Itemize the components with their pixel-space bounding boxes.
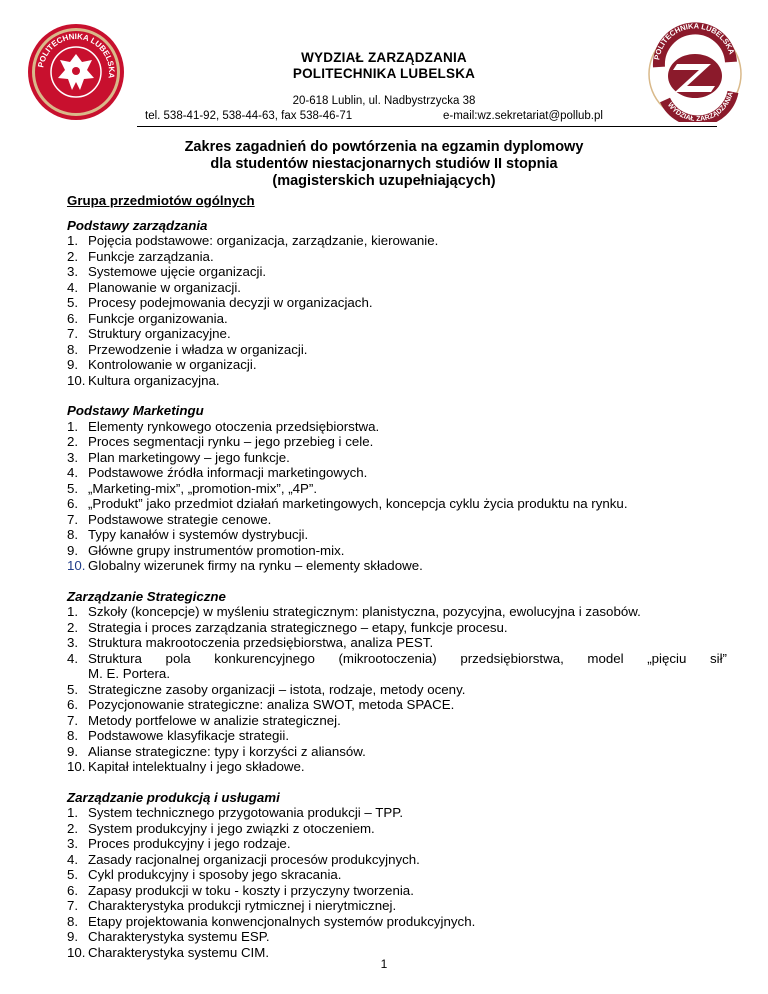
section	[67, 218, 727, 389]
item-number: 9.	[67, 542, 79, 558]
list-item	[67, 280, 727, 296]
section	[67, 403, 727, 574]
item-number: 1.	[67, 805, 79, 820]
item-number: 5.	[67, 295, 79, 310]
item-text: Strategiczne zasoby organizacji – istota, rodzaje, metody oceny.	[88, 681, 466, 697]
list-item	[67, 419, 727, 435]
item-number: 3.	[67, 449, 79, 465]
document-title-line-1: Zakres zagadnień do powtórzenia na egzamin dyplomowy	[184, 139, 584, 155]
item-number: 3.	[67, 264, 79, 279]
section-title: Podstawy Marketingu	[67, 403, 204, 418]
item-number: 4.	[67, 650, 79, 666]
item-text: System produkcyjny i jego związki z otoczeniem.	[88, 820, 375, 836]
list-item	[67, 512, 727, 528]
topic-list	[67, 604, 727, 775]
item-text: Zasady racjonalnej organizacji procesów produkcyjnych.	[88, 851, 420, 867]
item-number: 7.	[67, 898, 79, 913]
item-text: Podstawowe klasyfikacje strategii.	[88, 728, 290, 743]
list-item	[67, 543, 727, 559]
item-text: Cykl produkcyjny i sposoby jego skracania.	[88, 867, 342, 882]
item-number: 10.	[67, 759, 86, 774]
item-number: 4.	[67, 851, 79, 867]
list-item	[67, 883, 727, 899]
list-item	[67, 651, 727, 682]
item-number: 8.	[67, 527, 79, 542]
item-text: „Produkt” jako przedmiot działań marketingowych, koncepcja cyklu życia produktu na rynku.	[88, 496, 628, 511]
svg-text:POLITECHNIKA LUBELSKA: POLITECHNIKA LUBELSKA	[652, 22, 737, 61]
item-number: 10.	[67, 372, 86, 388]
list-item	[67, 311, 727, 327]
email-address[interactable]: e-mail:wz.sekretariat@pollub.pl	[443, 110, 603, 122]
item-text: Charakterystyka systemu CIM.	[88, 944, 270, 960]
item-text: Proces produkcyjny i jego rodzaje.	[88, 836, 291, 851]
list-item	[67, 821, 727, 837]
item-text: Plan marketingowy – jego funkcje.	[88, 449, 290, 465]
item-number: 6.	[67, 496, 79, 511]
item-number: 6.	[67, 697, 79, 712]
section	[67, 589, 727, 775]
list-item	[67, 496, 727, 512]
item-number: 1.	[67, 604, 79, 619]
list-item	[67, 295, 727, 311]
list-item	[67, 373, 727, 389]
item-text: Charakterystyka produkcji rytmicznej i nierytmicznej.	[88, 898, 397, 913]
list-item	[67, 558, 727, 574]
item-number: 7.	[67, 511, 79, 527]
item-number: 8.	[67, 913, 79, 929]
sections-container	[67, 218, 727, 961]
item-number: 3.	[67, 635, 79, 650]
list-item	[67, 744, 727, 760]
list-item	[67, 465, 727, 481]
topic-list	[67, 419, 727, 574]
item-text: Procesy podejmowania decyzji w organizacjach.	[88, 295, 373, 310]
topics-content	[67, 193, 727, 975]
svg-text:WYDZIAŁ ZARZĄDZANIA: WYDZIAŁ ZARZĄDZANIA	[665, 91, 735, 122]
item-number: 6.	[67, 882, 79, 898]
item-text: Funkcje zarządzania.	[88, 248, 214, 264]
list-item	[67, 527, 727, 543]
item-number: 2.	[67, 820, 79, 836]
item-number: 6.	[67, 310, 79, 326]
list-item	[67, 759, 727, 775]
list-item	[67, 805, 727, 821]
list-item	[67, 929, 727, 945]
item-number: 2.	[67, 434, 79, 449]
item-text: Planowanie w organizacji.	[88, 279, 241, 295]
list-item	[67, 728, 727, 744]
list-item	[67, 249, 727, 265]
item-text: Metody portfelowe w analizie strategicznej.	[88, 712, 341, 728]
item-number: 8.	[67, 728, 79, 743]
item-number: 8.	[67, 341, 79, 357]
item-text: Pozycjonowanie strategiczne: analiza SWOT, metoda SPACE.	[88, 697, 455, 712]
item-text: Etapy projektowania konwencjonalnych systemów produkcyjnych.	[88, 913, 476, 929]
list-item	[67, 620, 727, 636]
topic-list	[67, 233, 727, 388]
list-item	[67, 357, 727, 373]
phone-numbers: tel. 538-41-92, 538-44-63, fax 538-46-71	[145, 110, 353, 122]
list-item	[67, 713, 727, 729]
item-text: Charakterystyka systemu ESP.	[88, 929, 270, 944]
list-item	[67, 481, 727, 497]
item-text: Kontrolowanie w organizacji.	[88, 357, 257, 372]
list-item	[67, 604, 727, 620]
item-text: Strategia i proces zarządzania strategicznego – etapy, funkcje procesu.	[88, 619, 508, 635]
section-title: Podstawy zarządzania	[67, 217, 208, 233]
list-item	[67, 450, 727, 466]
item-number: 1.	[67, 418, 79, 434]
item-text: Struktura makrootoczenia przedsiębiorstwa, analiza PEST.	[88, 635, 434, 650]
item-text: Przewodzenie i władza w organizacji.	[88, 341, 308, 357]
item-text: Struktury organizacyjne.	[88, 326, 231, 341]
item-text: „Marketing-mix”, „promotion-mix”, „4P”.	[88, 480, 318, 496]
list-item	[67, 836, 727, 852]
item-number: 10.	[67, 944, 86, 960]
item-text: Globalny wizerunek firmy na rynku – elementy składowe.	[88, 558, 423, 573]
list-item	[67, 434, 727, 450]
address: 20-618 Lublin, ul. Nadbystrzycka 38	[292, 95, 476, 107]
list-item	[67, 867, 727, 883]
item-text: Funkcje organizowania.	[88, 310, 228, 326]
list-item	[67, 326, 727, 342]
item-text: Zapasy produkcji w toku - koszty i przyczyny tworzenia.	[88, 882, 414, 898]
topic-list	[67, 805, 727, 960]
item-text: Główne grupy instrumentów promotion-mix.	[88, 542, 345, 558]
section-title: Zarządzanie Strategiczne	[67, 588, 226, 604]
list-item	[67, 898, 727, 914]
item-number: 10.	[67, 558, 86, 573]
list-item	[67, 233, 727, 249]
item-number: 4.	[67, 465, 79, 480]
list-item	[67, 264, 727, 280]
item-number: 7.	[67, 712, 79, 728]
document-title-line-3: (magisterskich uzupełniających)	[272, 173, 496, 189]
item-text: Typy kanałów i systemów dystrybucji.	[88, 527, 309, 542]
item-number: 9.	[67, 929, 79, 944]
list-item	[67, 697, 727, 713]
item-text: Pojęcia podstawowe: organizacja, zarządzanie, kierowanie.	[88, 233, 439, 248]
item-number: 3.	[67, 836, 79, 851]
item-number: 5.	[67, 867, 79, 882]
list-item	[67, 342, 727, 358]
section	[67, 790, 727, 961]
item-text: Kapitał intelektualny i jego składowe.	[88, 759, 305, 774]
item-number: 9.	[67, 357, 79, 372]
item-text: Szkoły (koncepcje) w myśleniu strategicznym: planistyczna, pozycyjna, ewolucyjna i zasobów.	[88, 604, 641, 619]
item-text: Elementy rynkowego otoczenia przedsiębiorstwa.	[88, 418, 380, 434]
list-item	[67, 635, 727, 651]
section-title: Zarządzanie produkcją i usługami	[67, 789, 280, 805]
item-number: 9.	[67, 743, 79, 759]
item-text: Systemowe ujęcie organizacji.	[88, 264, 267, 279]
header-divider	[137, 126, 717, 127]
faculty-name: WYDZIAŁ ZARZĄDZANIA	[301, 50, 467, 65]
item-number: 5.	[67, 681, 79, 697]
item-number: 5.	[67, 480, 79, 496]
item-number: 2.	[67, 619, 79, 635]
item-text: System technicznego przygotowania produkcji – TPP.	[88, 805, 404, 820]
group-title: Grupa przedmiotów ogólnych	[67, 193, 255, 208]
item-number: 1.	[67, 233, 79, 248]
item-text: Podstawowe źródła informacji marketingowych.	[88, 465, 368, 480]
item-text: Proces segmentacji rynku – jego przebieg i cele.	[88, 434, 374, 449]
university-name: POLITECHNIKA LUBELSKA	[292, 66, 476, 81]
document-title-line-2: dla studentów niestacjonarnych studiów II stopnia	[210, 156, 558, 172]
list-item	[67, 682, 727, 698]
item-number: 4.	[67, 279, 79, 295]
item-text: Podstawowe strategie cenowe.	[88, 511, 272, 527]
page-number: 1	[380, 957, 388, 971]
item-text: Kultura organizacyjna.	[88, 372, 220, 388]
item-text	[88, 651, 727, 682]
svg-text:POLITECHNIKA LUBELSKA: POLITECHNIKA LUBELSKA	[36, 31, 117, 79]
item-number: 2.	[67, 248, 79, 264]
list-item	[67, 852, 727, 868]
item-text-line: Struktura pola konkurencyjnego (mikrootoczenia) przedsiębiorstwa, model „pięciu sił”	[88, 650, 727, 666]
list-item	[67, 914, 727, 930]
item-number: 7.	[67, 326, 79, 341]
item-text: Alianse strategiczne: typy i korzyści z aliansów.	[88, 743, 366, 759]
item-text-line: M. E. Portera.	[88, 666, 171, 681]
